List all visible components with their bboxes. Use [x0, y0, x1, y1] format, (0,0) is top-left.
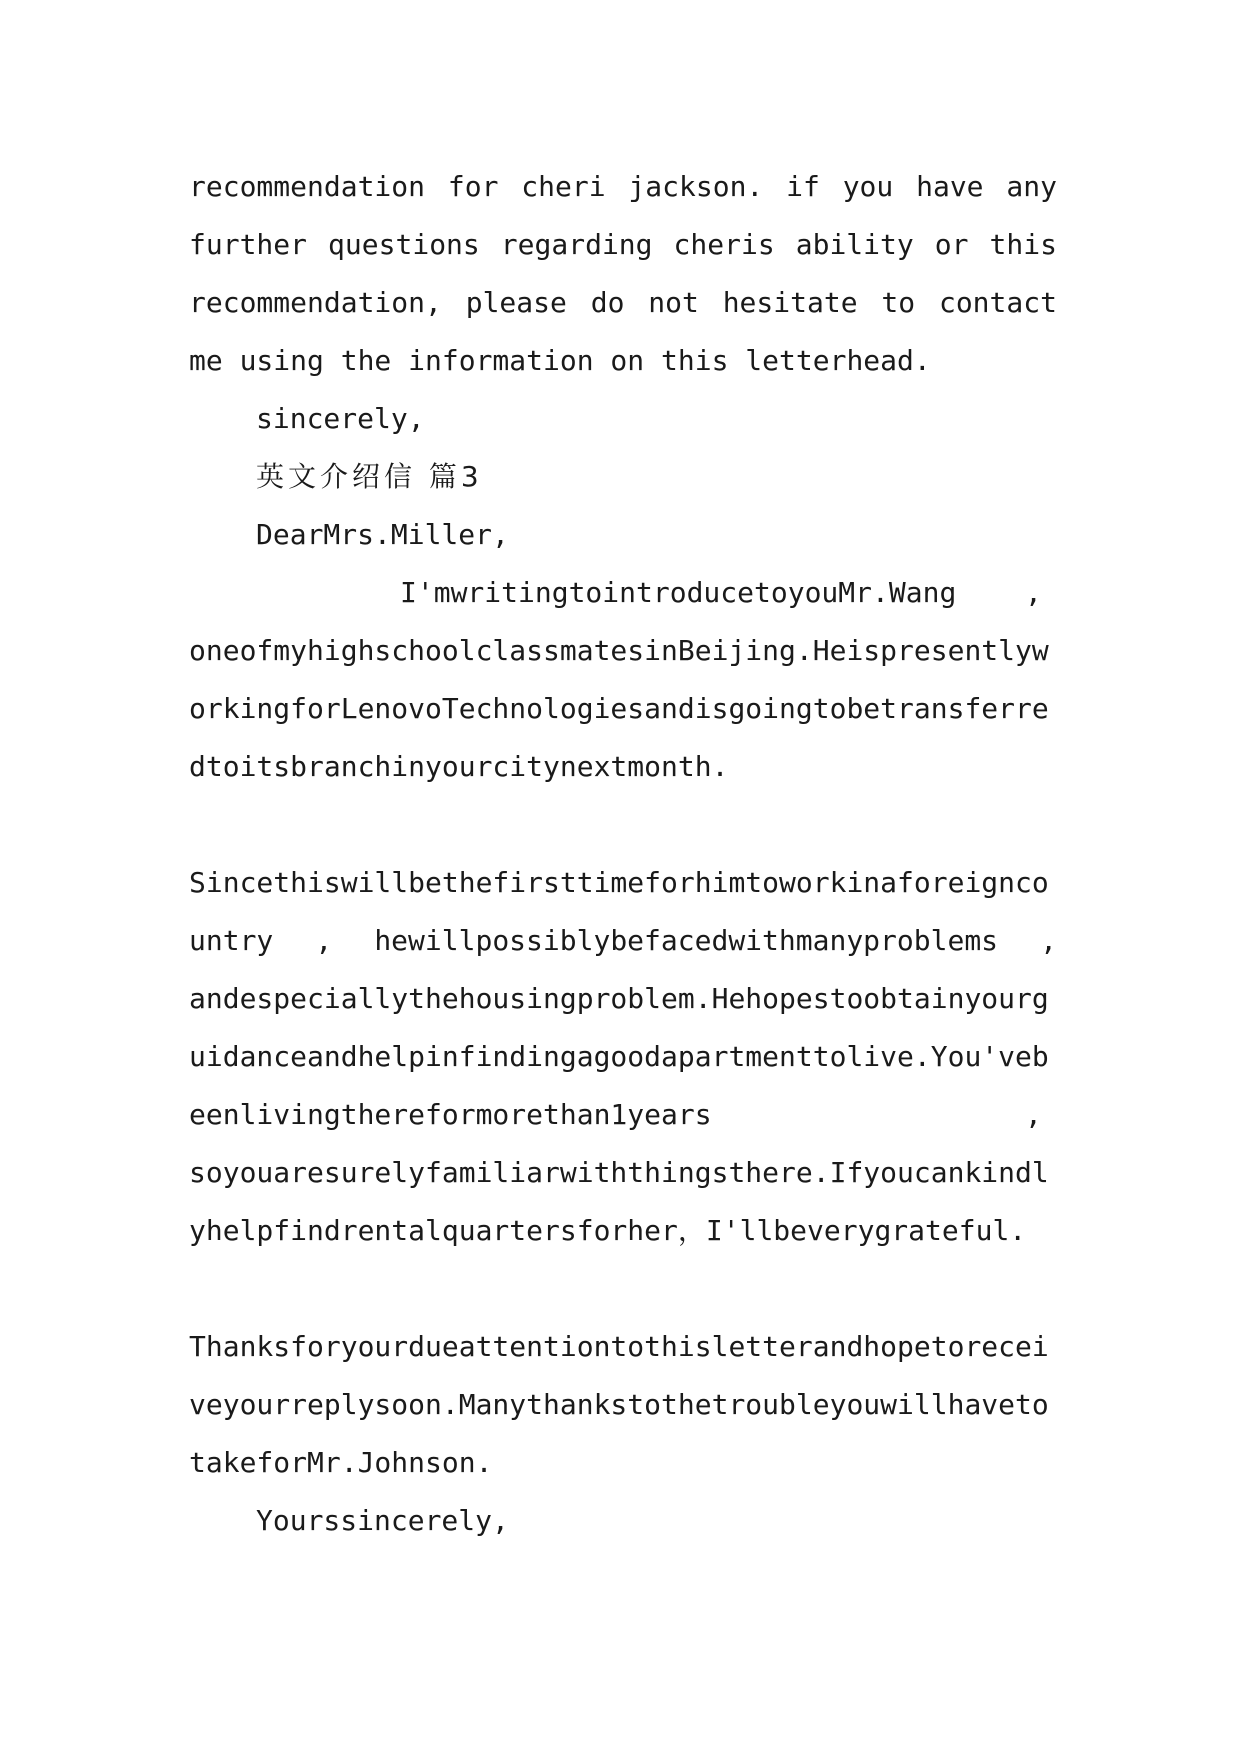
para2-line1-comma: , — [1025, 576, 1042, 609]
word: please — [465, 286, 567, 319]
word: jackson. — [628, 170, 764, 203]
word: you — [842, 170, 894, 203]
text-segment: untry — [189, 924, 274, 957]
closing-yours-sincerely: Yourssincerely, — [256, 1504, 509, 1537]
closing-sincerely: sincerely, — [256, 402, 425, 435]
text-segment: , — [1040, 924, 1057, 957]
para1-line2 — [189, 225, 1057, 265]
para3-line5-comma: , — [1025, 1098, 1042, 1131]
word: further — [189, 228, 308, 261]
word: not — [648, 286, 699, 319]
word: cheri — [521, 170, 606, 203]
para1-line1 — [189, 167, 1057, 207]
para4-line3: takeforMr.Johnson. — [189, 1446, 493, 1479]
word: ability — [795, 228, 914, 261]
para2-line3: orkingforLenovoTechnologiesandisgoingtobetransferre — [189, 692, 1049, 725]
para3-line6: soyouaresurelyfamiliarwiththingsthere.Ifyoucankindl — [189, 1156, 1049, 1189]
para3-line2 — [189, 921, 1057, 961]
para3-line7: yhelpfindrentalquartersforher，I'llbeverygrateful. — [189, 1214, 1027, 1247]
para3-line3: andespeciallythehousingproblem.Hehopestoobtainyourg — [189, 982, 1049, 1015]
para2-line4: dtoitsbranchinyourcitynextmonth. — [189, 750, 729, 783]
word: for — [447, 170, 499, 203]
text-segment: hewillpossiblybefacedwithmanyproblems — [374, 924, 999, 957]
salutation: DearMrs.Miller, — [256, 518, 509, 551]
word: hesitate — [722, 286, 858, 319]
word: contact — [938, 286, 1057, 319]
text-segment: , — [315, 924, 333, 957]
word: regarding — [500, 228, 653, 261]
word: if — [786, 170, 820, 203]
word: recommendation — [189, 170, 426, 203]
word: this — [989, 228, 1057, 261]
para2-line2: oneofmyhighschoolclassmatesinBeijing.Heispresentlyw — [189, 634, 1049, 667]
word: cheris — [673, 228, 775, 261]
para1-line3 — [189, 283, 1057, 323]
word: questions — [328, 228, 480, 261]
para3-line1: Sincethiswillbethefirsttimeforhimtoworkinaforeignco — [189, 866, 1049, 899]
word: do — [590, 286, 625, 319]
word: any — [1006, 170, 1057, 203]
para4-line1: Thanksforyourdueattentiontothisletterandhopetorecei — [189, 1330, 1049, 1363]
para3-line4: uidanceandhelpinfindingagoodapartmenttolive.You'veb — [189, 1040, 1049, 1073]
word: recommendation, — [189, 286, 442, 319]
para2-line1: I'mwritingtointroducetoyouMr.Wang — [400, 576, 957, 609]
para4-line2: veyourreplysoon.Manythankstothetroubleyouwillhaveto — [189, 1388, 1049, 1421]
word: to — [881, 286, 916, 319]
word: or — [934, 228, 969, 261]
para1-line4: me using the information on this letterhead. — [189, 344, 931, 377]
word: have — [916, 170, 984, 203]
para3-line5: eenlivingthereformorethan1years — [189, 1098, 712, 1131]
section-heading: 英文介绍信 篇3 — [256, 460, 483, 493]
